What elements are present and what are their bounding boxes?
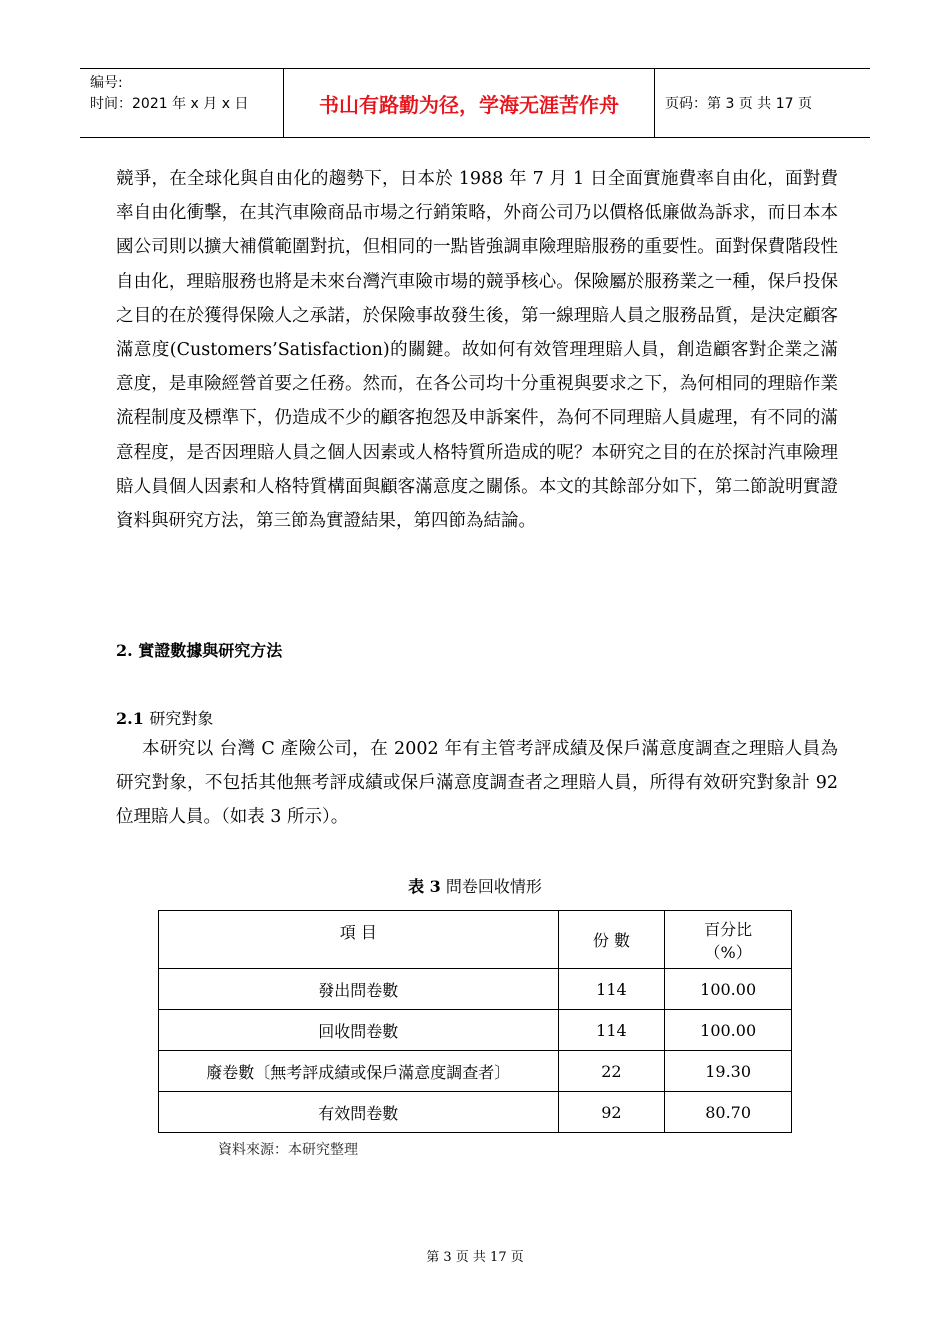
table-caption-title: 問卷回收情形 [445, 877, 542, 896]
header-count: 份 數 [558, 911, 665, 969]
table-cell: 回收問卷數 [159, 1010, 559, 1051]
table-cell: 22 [558, 1051, 665, 1092]
table-cell: 發出問卷數 [159, 969, 559, 1010]
header-left [80, 69, 283, 137]
questionnaire-table [158, 910, 792, 1133]
section-2-1-title: 研究對象 [149, 709, 214, 728]
table-cell: 80.70 [665, 1092, 792, 1133]
paragraph-intro: 競爭，在全球化與自由化的趨勢下，日本於 1988 年 7 月 1 日全面實施費率自由化，面對費率自由化衝擊，在其汽車險商品市場之行銷策略，外商公司乃以價格低廉做為訴求，而日本本國公司則以擴大補償範圍對抗，但相同的一點皆強調車險理賠服務的重要性。面對保費階段性自由化，理賠服務也將是未來台灣汽車險市場的競爭核心。保險屬於服務業之一種，保戶投保之目的在於獲得保險人之承諾，於保險事故發生後，第一線理賠人員之服務品質，是決定顧客滿意度(Customers’Satisfaction)的關鍵。故如何有效管理理賠人員，創造顧客對企業之滿意度，是車險經營首要之任務。然而，在各公司均十分重視與要求之下，為何相同的理賠作業流程制度及標準下，仍造成不少的顧客抱怨及申訴案件，為何不同理賠人員處理，有不同的滿意程度，是否因理賠人員之個人因素或人格特質所造成的呢？本研究之目的在於探討汽車險理賠人員個人因素和人格特質構面與顧客滿意度之關係。本文的其餘部分如下，第二節說明實證資料與研究方法，第三節為實證結果，第四節為結論。 [116, 169, 838, 532]
section-2-heading: 2. 實證數據與研究方法 [116, 641, 283, 660]
table-cell: 19.30 [665, 1051, 792, 1092]
table-cell: 114 [558, 1010, 665, 1051]
table-cell: 114 [558, 969, 665, 1010]
table-row [159, 1092, 792, 1133]
table-caption-number: 表 3 [408, 877, 441, 896]
table-row [159, 1051, 792, 1092]
header-percent: 百分比 （%） [665, 911, 792, 969]
header-motto: 书山有路勤为径，学海无涯苦作舟 [283, 69, 655, 137]
section-2-1-number: 2.1 [116, 709, 144, 728]
table-cell: 100.00 [665, 969, 792, 1010]
paragraph-research-subjects: 本研究以 台灣 C 產險公司，在 2002 年有主管考評成績及保戶滿意度調查之理賠人員為研究對象，不包括其他無考評成績或保戶滿意度調查者之理賠人員，所得有效研究對象計 92 位理賠人員。（如表 3 所示）。 [116, 739, 838, 828]
table-cell: 廢卷數〔無考評成績或保戶滿意度調查者〕 [159, 1051, 559, 1092]
table-caption [0, 874, 950, 897]
table-header-row [159, 911, 792, 969]
page-footer: 第 3 页 共 17 页 [426, 1250, 524, 1265]
table-cell: 92 [558, 1092, 665, 1133]
table-cell: 有效問卷數 [159, 1092, 559, 1133]
table-cell: 100.00 [665, 1010, 792, 1051]
table-source: 資料來源：本研究整理 [218, 1142, 358, 1158]
header-code-label: 编号: [90, 75, 123, 91]
header-page-label: 页码：第 3 页 共 17 页 [665, 96, 812, 112]
section-2-1-heading [116, 706, 213, 729]
table-row [159, 969, 792, 1010]
page-header [80, 68, 870, 138]
header-time-label: 时间：2021 年 x 月 x 日 [90, 96, 249, 112]
header-item: 項 目 [159, 911, 559, 969]
table-row [159, 1010, 792, 1051]
